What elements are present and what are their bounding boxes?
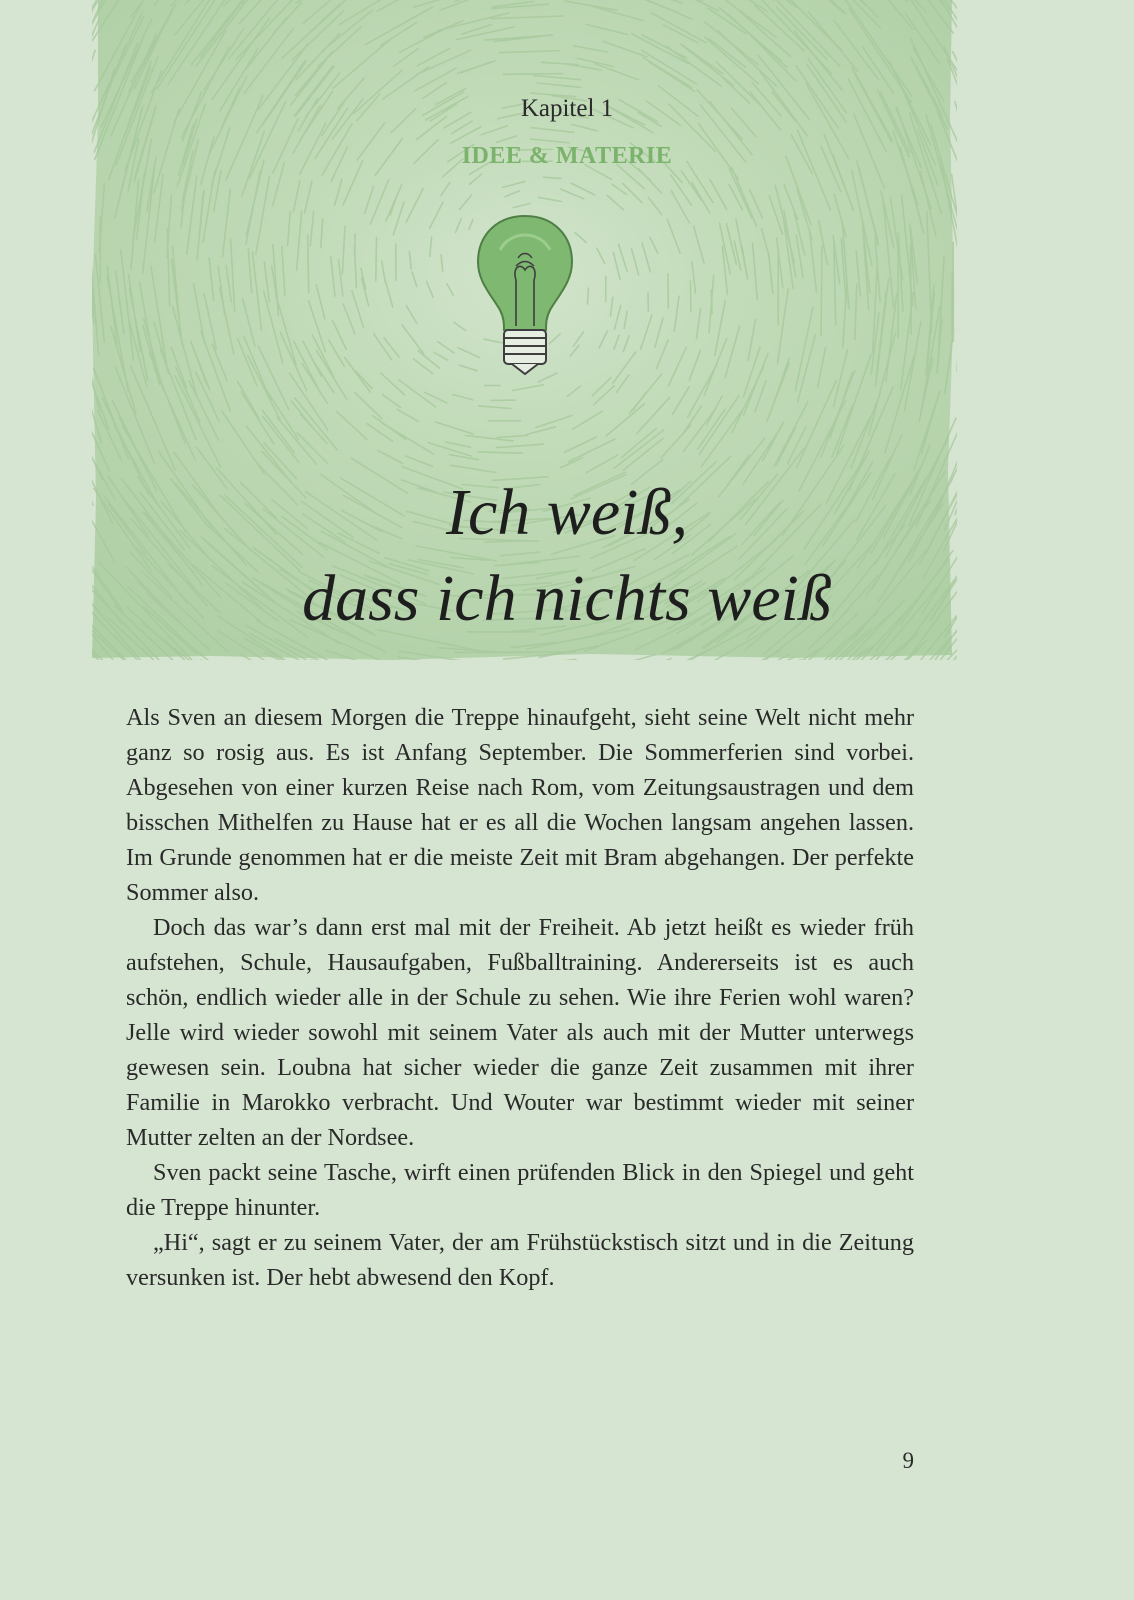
lightbulb-icon <box>470 210 580 380</box>
paragraph: Sven packt seine Tasche, wirft einen prüfenden Blick in den Spiegel und geht die Treppe hinunter. <box>126 1159 914 1221</box>
paragraph: „Hi“, sagt er zu seinem Vater, der am Frühstückstisch sitzt und in die Zeitung versunken ist. Der hebt abwesend den Kopf. <box>126 1229 914 1291</box>
body-text <box>126 700 914 1295</box>
chapter-headline <box>0 470 1134 642</box>
paragraph: Als Sven an diesem Morgen die Treppe hinaufgeht, sieht seine Welt nicht mehr ganz so rosig aus. Es ist Anfang September. Die Sommerferien sind vorbei. Abgesehen von einer kurzen Reise nach Rom, vom Zeitungsaustragen und dem bisschen Mithelfen zu Hause hat er es all die Wochen langsam angehen lassen. Im Grunde genommen hat er die meiste Zeit mit Bram abgehangen. Der perfekte Sommer also. <box>126 704 914 906</box>
headline-line-2: dass ich nichts weiß <box>302 562 832 635</box>
chapter-label: Kapitel 1 <box>520 95 614 122</box>
chapter-title: IDEE & MATERIE <box>461 143 673 169</box>
paragraph: Doch das war’s dann erst mal mit der Freiheit. Ab jetzt heißt es wieder früh aufstehen, Schule, Hausaufgaben, Fußballtraining. Andererseits ist es auch schön, endlich wieder alle in der Schule zu sehen. Wie ihre Ferien wohl waren? Jelle wird wieder sowohl mit seinem Vater als auch mit der Mutter unterwegs gewesen sein. Loubna hat sicher wieder die ganze Zeit zusammen mit ihrer Familie in Marokko verbracht. Und Wouter war bestimmt wieder mit seiner Mutter zelten an der Nordsee. <box>126 914 914 1151</box>
page-number: 9 <box>902 1448 914 1473</box>
headline-line-1: Ich weiß, <box>446 476 688 549</box>
